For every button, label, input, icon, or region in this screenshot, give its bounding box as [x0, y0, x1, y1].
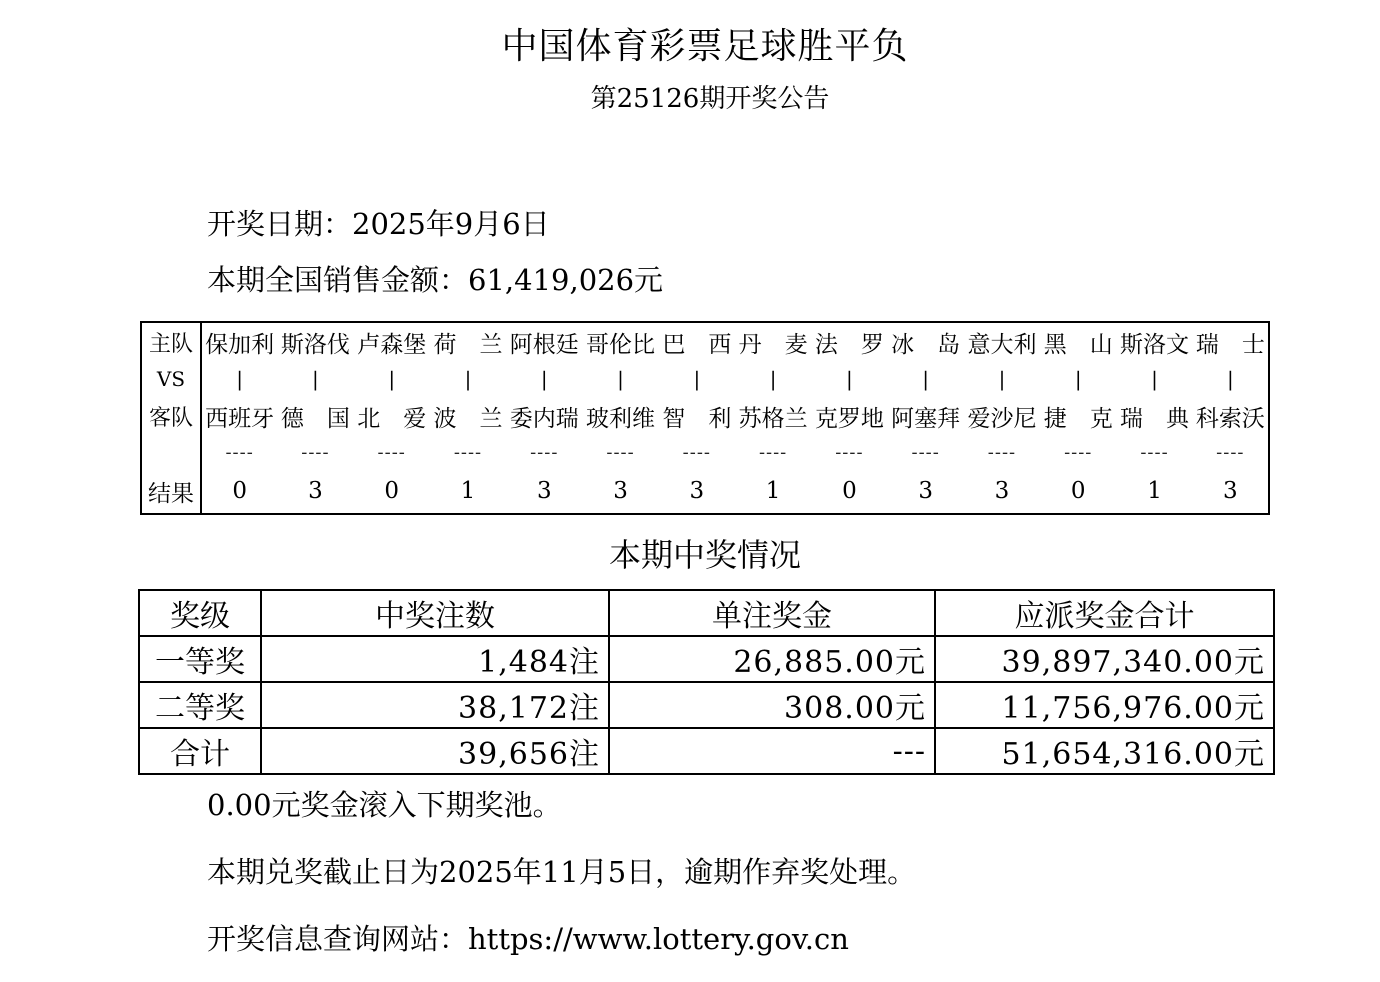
prize-level: 一等奖	[139, 636, 261, 682]
away-team: 西班牙	[205, 405, 275, 432]
vs-bar: |	[236, 367, 244, 391]
deadline-note: 本期兑奖截止日为2025年11月5日，逾期作弃奖处理。	[207, 855, 917, 889]
home-team: 巴 西	[662, 331, 732, 358]
home-team: 哥伦比	[586, 331, 656, 358]
column-header: 中奖注数	[261, 590, 609, 636]
match-result: 3	[613, 478, 628, 504]
vs-bar: |	[922, 367, 930, 391]
vs-bar: |	[769, 367, 777, 391]
home-team: 冰 岛	[891, 331, 961, 358]
prize-level: 二等奖	[139, 682, 261, 728]
match-result: 1	[460, 478, 476, 504]
dash-divider: ----	[1216, 441, 1245, 463]
dash-divider: ----	[1140, 441, 1169, 463]
vs-bar: |	[312, 367, 319, 391]
match-result: 3	[689, 478, 705, 504]
dash-divider: ----	[453, 441, 483, 463]
dash-divider: ----	[987, 441, 1017, 463]
match-result: 3	[994, 478, 1010, 504]
unit-prize: ---	[609, 728, 935, 774]
vs-bar: |	[1074, 367, 1082, 391]
draw-date: 开奖日期：2025年9月6日	[207, 207, 550, 241]
page-title: 中国体育彩票足球胜平负	[501, 26, 909, 67]
away-team: 瑞 典	[1120, 405, 1190, 432]
prize-header-row	[139, 590, 1274, 636]
vs-bar: |	[998, 367, 1006, 391]
row-label-away: 客队	[141, 397, 201, 435]
home-team: 斯洛伐	[280, 331, 350, 358]
home-team: 意大利	[967, 331, 1037, 358]
unit-prize: 308.00元	[609, 682, 935, 728]
prize-table	[138, 589, 1275, 775]
match-result: 3	[1223, 478, 1238, 504]
away-team-row	[141, 397, 1269, 435]
away-team: 玻利维	[586, 405, 656, 432]
rollover-note: 0.00元奖金滚入下期奖池。	[207, 788, 562, 822]
vs-bar: |	[388, 367, 396, 391]
website-note[interactable]	[207, 917, 849, 958]
vs-row	[141, 361, 1269, 397]
vs-bar: |	[617, 367, 624, 391]
home-team: 法 罗	[814, 331, 884, 358]
vs-bar: |	[1151, 367, 1158, 391]
away-team: 苏格兰	[738, 405, 808, 432]
home-team: 瑞 士	[1195, 331, 1265, 358]
sales-amount: 本期全国销售金额：61,419,026元	[207, 263, 664, 297]
home-team: 荷 兰	[433, 331, 503, 358]
vs-bar: |	[1226, 367, 1234, 391]
home-team: 卢森堡	[357, 331, 427, 358]
vs-bar: |	[846, 367, 853, 391]
total-prize: 39,897,340.00元	[935, 636, 1274, 682]
away-team: 德 国	[280, 405, 350, 432]
match-table	[140, 321, 1270, 515]
page-subtitle: 第25126期开奖公告	[590, 84, 830, 114]
row-label-result: 结果	[141, 469, 201, 514]
dash-divider: ----	[758, 441, 788, 463]
home-team: 斯洛文	[1120, 331, 1190, 358]
match-result: 1	[1147, 478, 1162, 504]
away-team: 科索沃	[1195, 405, 1265, 432]
column-header: 应派奖金合计	[935, 590, 1274, 636]
away-team: 克罗地	[814, 405, 884, 432]
total-prize: 11,756,976.00元	[935, 682, 1274, 728]
vs-bar: |	[693, 367, 701, 391]
away-team: 北 爱	[357, 405, 427, 432]
dash-divider: ----	[835, 441, 864, 463]
column-header: 奖级	[139, 590, 261, 636]
home-team-row	[141, 322, 1269, 361]
away-team: 波 兰	[433, 405, 503, 432]
unit-prize: 26,885.00元	[609, 636, 935, 682]
vs-bar: |	[540, 367, 548, 391]
total-prize: 51,654,316.00元	[935, 728, 1274, 774]
away-team: 智 利	[662, 405, 732, 432]
home-team: 保加利	[205, 331, 275, 358]
match-result: 0	[384, 478, 400, 504]
winner-count: 39,656注	[261, 728, 609, 774]
prize-row	[139, 682, 1274, 728]
dash-divider: ----	[225, 441, 254, 463]
winner-count: 38,172注	[261, 682, 609, 728]
dash-divider: ----	[606, 441, 635, 463]
dash-divider: ----	[301, 441, 330, 463]
match-result: 0	[232, 478, 247, 504]
match-result: 3	[536, 478, 552, 504]
dash-divider: ----	[377, 441, 406, 463]
website-link[interactable]: 开奖信息查询网站：https://www.lottery.gov.cn	[207, 922, 849, 956]
away-team: 爱沙尼	[967, 405, 1037, 432]
column-header: 单注奖金	[609, 590, 935, 636]
row-label-vs: VS	[141, 361, 201, 397]
home-team: 阿根廷	[509, 331, 579, 358]
winner-count: 1,484注	[261, 636, 609, 682]
prize-level: 合计	[139, 728, 261, 774]
vs-bar: |	[464, 367, 472, 391]
home-team: 丹 麦	[738, 331, 808, 358]
away-team: 捷 克	[1043, 405, 1113, 432]
match-result: 3	[308, 478, 323, 504]
dash-divider: ----	[911, 441, 940, 463]
divider-row	[141, 435, 1269, 469]
dash-divider: ----	[682, 441, 711, 463]
home-team: 黑 山	[1043, 331, 1113, 358]
match-result: 3	[918, 478, 933, 504]
prize-heading: 本期中奖情况	[608, 536, 801, 574]
prize-row	[139, 636, 1274, 682]
dash-divider: ----	[1064, 441, 1093, 463]
dash-divider: ----	[530, 441, 559, 463]
match-result: 0	[842, 478, 857, 504]
row-label-home: 主队	[141, 322, 201, 361]
away-team: 阿塞拜	[891, 405, 961, 432]
prize-total-row	[139, 728, 1274, 774]
match-result: 1	[765, 478, 781, 504]
result-row	[141, 469, 1269, 514]
away-team: 委内瑞	[509, 405, 579, 432]
match-result: 0	[1070, 478, 1086, 504]
